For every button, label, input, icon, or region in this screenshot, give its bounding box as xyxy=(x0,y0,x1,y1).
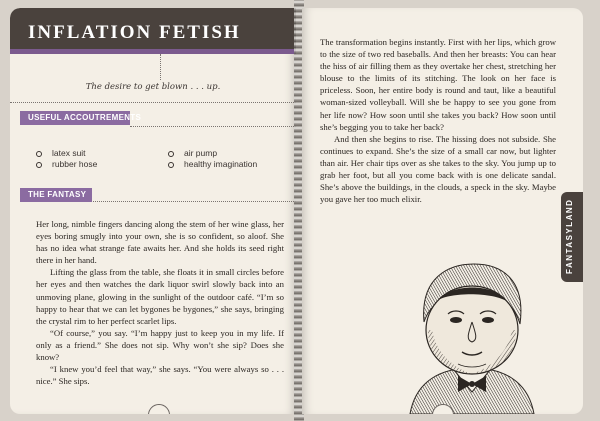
page-marker-circle xyxy=(148,404,170,414)
guide-line-vertical xyxy=(160,54,161,80)
paragraph: And then she begins to rise. The hissing does not subside. She continues to expand. She’s the size of a small car now, but lighter than air. Her chair tips over as she takes to the sky. You jump up to grab her foot, but all you come back with is one delicate sandal. She’s above the buildings, in the clouds, a speck in the sky. Maybe you gave her too much elixir. xyxy=(320,133,556,205)
chapter-title-bar xyxy=(10,8,296,54)
chapter-subtitle: The desire to get blown . . . up. xyxy=(85,82,221,92)
accoutrements-list xyxy=(10,134,270,174)
chapter-thumb-tab[interactable] xyxy=(561,192,583,282)
section-divider xyxy=(130,126,296,127)
section-label-accoutrements: USEFUL ACCOUTREMENTS xyxy=(20,111,130,125)
right-page xyxy=(302,8,583,414)
paragraph: The transformation begins instantly. First with her lips, which grow to the size of two red baseballs. And then her breasts: You can hear the hiss of air filling them as they overtake her chest, stretching her blouse to the limits of its stitching. The look on her face is priceless. Soon, her entire body is round and taut, like a beautiful woman-sized volleyball. Will she be happy to see you gone from her life now? How soon until she takes you back? How soon until she’s begging you to take her back? xyxy=(320,37,556,132)
list-item xyxy=(36,148,86,158)
list-item xyxy=(36,159,97,169)
paragraph: “I knew you’d feel that way,” she says. “You were always so . . . nice.” She sips. xyxy=(36,364,284,387)
bullet-circle-icon xyxy=(168,151,174,157)
list-item-label: healthy imagination xyxy=(184,159,258,169)
list-item-label: air pump xyxy=(184,148,218,158)
fantasy-text-left xyxy=(36,218,284,387)
bullet-circle-icon xyxy=(36,162,42,168)
chapter-title: INFLATION FETISH xyxy=(28,22,241,43)
bullet-circle-icon xyxy=(36,151,42,157)
engraved-portrait-icon xyxy=(402,260,542,414)
list-item xyxy=(168,159,257,169)
list-item-label: latex suit xyxy=(52,148,86,158)
thumb-tab-label: FANTASYLAND xyxy=(565,198,574,274)
paragraph: “Of course,” you say. “I’m happy just to keep you in my life. If only as a friend.” She does not sip. Why won’t she sip? Does she know? xyxy=(36,327,284,363)
list-item-label: rubber hose xyxy=(52,159,98,169)
section-label-fantasy: THE FANTASY xyxy=(20,188,92,202)
paragraph: Her long, nimble fingers dancing along the stem of her wine glass, her eyes boring smugly into your own, she is so confident, so aloof. She has no idea what strange fate awaits her. And she holds its seed right there in her hand. xyxy=(36,219,284,266)
guide-line-horizontal xyxy=(10,102,296,103)
left-page xyxy=(10,8,296,414)
paragraph: Lifting the glass from the table, she floats it in small circles before her eyes and then watches the dark liquor swirl slowly back into an unmoving plane, glowing in the sunlight of the outdoor café. “I’m so happy to hear that we can let bygones be bygones,” she says, bringing the crystal rim to her perfect scarlet lips. xyxy=(36,267,284,326)
list-item xyxy=(168,148,217,158)
fantasy-text-right xyxy=(320,36,556,205)
title-accent-stripe xyxy=(10,49,296,54)
bullet-circle-icon xyxy=(168,162,174,168)
